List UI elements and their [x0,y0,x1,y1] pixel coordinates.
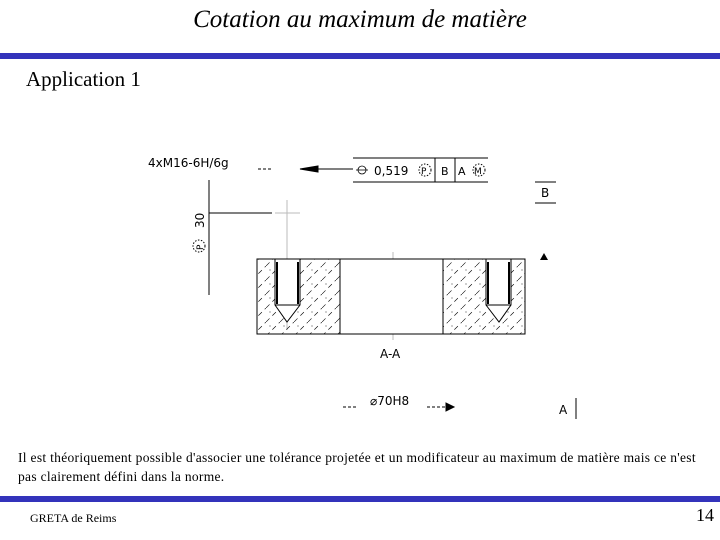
projected-height: 30 [193,212,207,228]
thread-callout: 4xM16-6H/6g [148,156,229,170]
projected-symbol: P [196,244,206,250]
datum-triangle-icon [540,253,548,260]
slide-subtitle: Application 1 [26,67,141,91]
slide-title: Cotation au maximum de matière [193,6,527,33]
fcf-datum-b: B [441,165,449,178]
explanation-text: Il est théoriquement possible d'associer une tolérance projetée et un modificateur au maximum de matière mais ce n'est pas clairement défini dans la norme. [18,450,696,484]
section-label: A-A [380,347,401,361]
datum-a-label: A [559,403,568,417]
footer-organization: GRETA de Reims [30,511,117,525]
fcf-tolerance: 0,519 [374,164,409,178]
fcf-datum-a: A [458,165,466,178]
page-number: 14 [696,505,714,525]
section-part [257,259,525,334]
datum-b-label: B [541,186,550,200]
leader-arrow [258,166,353,172]
fcf-projected: P [421,167,427,177]
footer-divider [0,496,720,502]
fcf-modifier: M [474,167,482,177]
bore-dimension: ⌀70H8 [370,394,410,408]
